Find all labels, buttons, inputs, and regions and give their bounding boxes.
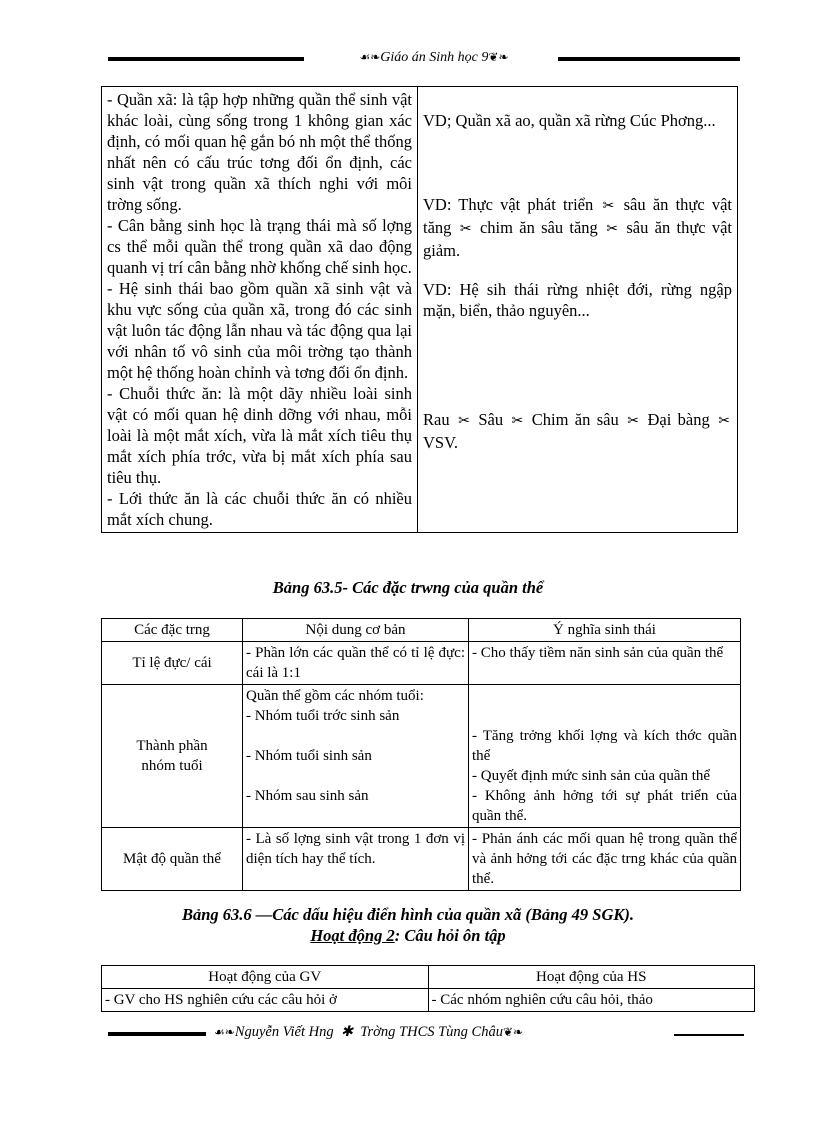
column-header: Hoạt động của GV bbox=[102, 966, 429, 989]
scissors-arrow-icon: ✂ bbox=[718, 414, 730, 429]
scissors-arrow-icon: ✂ bbox=[606, 222, 618, 237]
meaning-line: - Không ảnh hởng tới sự phát triển của quần thể. bbox=[472, 788, 737, 824]
trait-meaning: - Cho thấy tiềm năn sinh sản của quần thể bbox=[469, 642, 741, 685]
header-ornament-left: ☙❧ bbox=[359, 50, 381, 64]
content-line: Quần thể gồm các nhóm tuổi: bbox=[246, 688, 424, 704]
chain-item: Sâu bbox=[478, 410, 504, 429]
caption-table-63-6: Bảng 63.6 —Các dấu hiệu điển hình của quần xã (Bảng 49 SGK). bbox=[181, 905, 635, 924]
chain-item: Chim ăn sâu bbox=[531, 410, 619, 429]
scissors-arrow-icon: ✂ bbox=[511, 414, 524, 429]
population-traits-table bbox=[101, 618, 741, 891]
example-text: sâu ăn thực vật tăng bbox=[423, 195, 733, 237]
footer-text bbox=[214, 1024, 523, 1041]
meaning-line: - Tăng trởng khối lợng và kích thớc quần thể bbox=[472, 728, 737, 764]
trait-content: - Là số lợng sinh vật trong 1 đơn vị diện tích hay thể tích. bbox=[243, 828, 469, 891]
definition-he-sinh-thai: - Hệ sinh thái bao gồm quần xã sinh vật và khu vực sống của quần xã, trong đó các sinh vật luôn tác động lẫn nhau và tác động qua lại với nhân tố vô sinh của môi trờng tạo thành một hệ thống hoàn chỉnh và tơng đối ổn định. bbox=[107, 279, 412, 382]
section-heading bbox=[0, 926, 816, 946]
header-ornament-right: ❦❧ bbox=[488, 50, 509, 64]
trait-name-line: Thành phần bbox=[136, 738, 208, 754]
scissors-arrow-icon: ✂ bbox=[602, 199, 615, 214]
footer-ornament-left: ☙❧ bbox=[214, 1025, 235, 1039]
header-title-line bbox=[318, 50, 550, 66]
footer-rule bbox=[108, 1032, 206, 1036]
footer-ornament-right: ❦❧ bbox=[502, 1025, 524, 1039]
definitions-cell bbox=[102, 87, 418, 533]
meaning-line: - Quyết định mức sinh sản của quần thể bbox=[472, 768, 711, 784]
trait-content: - Phần lớn các quần thể có tỉ lệ đực: cái là 1:1 bbox=[243, 642, 469, 685]
header-rule-right bbox=[558, 57, 740, 61]
example-chuoi-thuc-an bbox=[423, 409, 732, 453]
definition-loi-thuc-an: - Lới thức ăn là các chuỗi thức ăn có nhiều mắt xích chung. bbox=[107, 489, 412, 529]
column-header: Hoạt động của HS bbox=[428, 966, 755, 989]
star-icon: ✱ bbox=[340, 1024, 354, 1040]
header-rule-left bbox=[108, 57, 304, 61]
trait-content bbox=[243, 685, 469, 828]
definition-quan-xa: - Quần xã: là tập hợp những quần thể sinh vật khác loài, cùng sống trong 1 không gian xác định, có mối quan hệ gắn bó nh một thể thống nhất nên có cấu trúc tơng đối ổn định, các sinh vật trong quần xã thích nghi với môi trờng sống. bbox=[107, 90, 412, 214]
example-can-bang bbox=[423, 194, 732, 261]
content-line: - Nhóm tuổi sinh sản bbox=[246, 748, 372, 764]
scissors-arrow-icon: ✂ bbox=[459, 222, 472, 237]
summary-table bbox=[101, 86, 738, 533]
content-line: - Nhóm tuổi trớc sinh sản bbox=[246, 708, 400, 724]
column-header: Các đặc trng bbox=[102, 619, 243, 642]
table-header-row bbox=[102, 966, 755, 989]
footer-author: Nguyễn Viết Hng bbox=[234, 1024, 334, 1040]
column-header: Ý nghĩa sinh thái bbox=[469, 619, 741, 642]
trait-name bbox=[102, 685, 243, 828]
page-footer bbox=[108, 1024, 744, 1046]
examples-cell bbox=[418, 87, 738, 533]
activities-table bbox=[101, 965, 755, 1012]
chain-item: Rau bbox=[423, 410, 450, 429]
trait-name: Tỉ lệ đực/ cái bbox=[102, 642, 243, 685]
definition-chuoi-thuc-an: - Chuỗi thức ăn: là một dãy nhiều loài sinh vật có mối quan hệ dinh dỡng với nhau, mỗi loài là một mắt xích, vừa là mắt xích tiêu thụ mắt xích phía trớc, vừa bị mắt xích phía sau tiêu thụ. bbox=[107, 384, 412, 487]
caption-table-63-5: Bảng 63.5- Các đặc trwng của quần thể bbox=[272, 578, 544, 597]
scissors-arrow-icon: ✂ bbox=[458, 414, 470, 429]
section-title: : Câu hỏi ôn tập bbox=[394, 926, 506, 945]
table-header-row bbox=[102, 619, 741, 642]
section-label: Hoạt động 2 bbox=[310, 926, 395, 945]
trait-meaning bbox=[469, 685, 741, 828]
table-row bbox=[102, 642, 741, 685]
table-row bbox=[102, 989, 755, 1012]
chain-item: Đại bàng bbox=[647, 410, 710, 429]
scissors-arrow-icon: ✂ bbox=[627, 414, 639, 429]
example-text: VD: Thực vật phát triển bbox=[423, 195, 594, 214]
definition-can-bang-sinh-hoc: - Cân bằng sinh học là trạng thái mà số lợng cs thể mỗi quần thể trong quần xã dao động quanh vị trí cân bằng nhờ khống chế sinh học. bbox=[107, 216, 412, 277]
example-text: sâu ăn thực vật giảm. bbox=[423, 218, 733, 260]
example-he-sinh-thai: VD: Hệ sih thái rừng nhiệt đới, rừng ngập mặn, biển, thảo nguyên... bbox=[423, 280, 732, 320]
example-text: chim ăn sâu tăng bbox=[479, 218, 598, 237]
student-activity: - Các nhóm nghiên cứu câu hỏi, thảo bbox=[428, 989, 755, 1012]
example-quan-xa: VD; Quần xã ao, quần xã rừng Cúc Phơng... bbox=[423, 111, 716, 130]
table-row bbox=[102, 685, 741, 828]
column-header: Nội dung cơ bản bbox=[243, 619, 469, 642]
table-row bbox=[102, 828, 741, 891]
trait-name-line: nhóm tuổi bbox=[141, 758, 203, 774]
page-header bbox=[108, 50, 740, 70]
content-line: - Nhóm sau sinh sản bbox=[246, 788, 369, 804]
teacher-activity: - GV cho HS nghiên cứu các câu hỏi ở bbox=[102, 989, 429, 1012]
trait-name: Mật độ quần thể bbox=[102, 828, 243, 891]
header-title: Giáo án Sinh học 9 bbox=[380, 50, 489, 65]
table-row bbox=[102, 87, 738, 533]
footer-school: Trờng THCS Tùng Châu bbox=[360, 1024, 503, 1040]
chain-item: VSV. bbox=[423, 433, 459, 452]
footer-dash bbox=[674, 1034, 744, 1036]
trait-meaning: - Phản ánh các mối quan hệ trong quần thể và ảnh hởng tới các đặc trng khác của quần thể. bbox=[469, 828, 741, 891]
